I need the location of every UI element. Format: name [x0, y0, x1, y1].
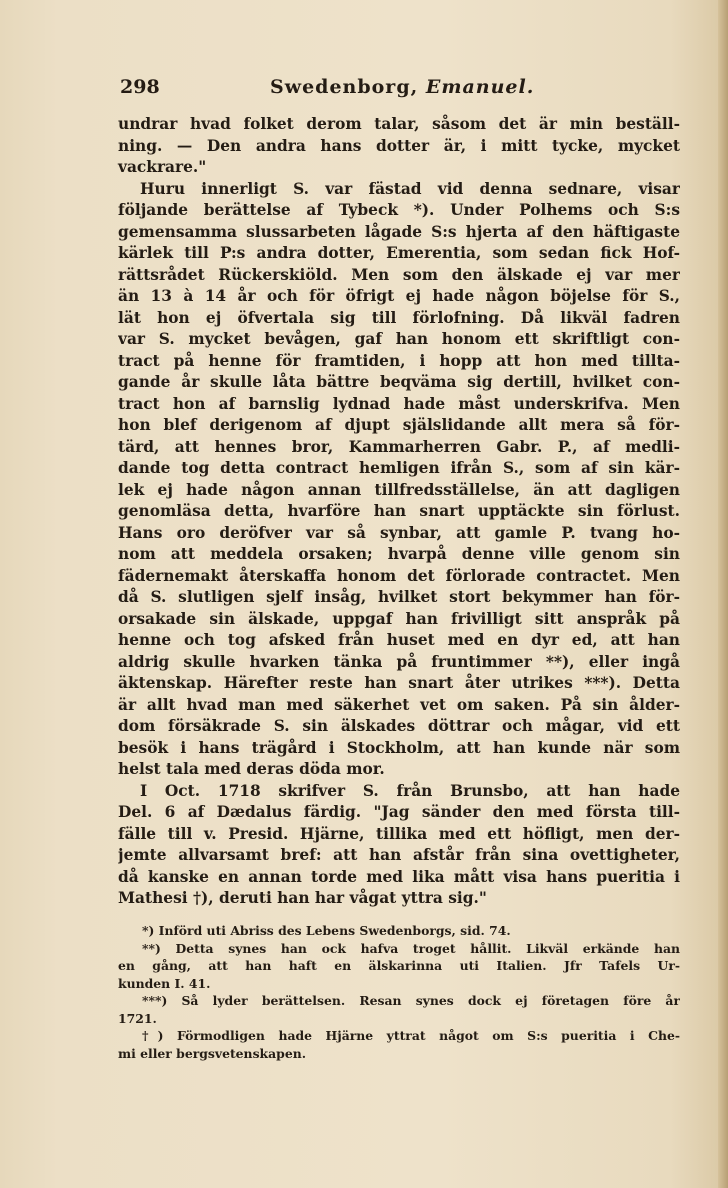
text-line: genomläsa detta, hvarföre han snart upptäckte sin förlust. — [118, 502, 680, 520]
text-line: orsakade sin älskade, uppgaf han frivilligt sitt anspråk på — [118, 609, 680, 628]
text-line: Hans oro deröfver var så synbar, att gamle P. tvang ho- — [118, 523, 680, 542]
text-line: lek ej hade någon annan tillfredsställelse, än att dagligen — [118, 480, 680, 499]
text-line: nom att meddela orsaken; hvarpå denne ville genom sin — [118, 545, 680, 563]
footnotes — [118, 922, 680, 1062]
text-line: vackrare." — [118, 158, 207, 176]
footnote-line: mi eller bergsvetenskapen. — [118, 1045, 307, 1061]
body-text — [118, 114, 680, 910]
footnote-line: en gång, att han haft en älskarinna uti Italien. Jfr Tafels Ur- — [118, 958, 680, 973]
text-line: hon blef derigenom af djupt själslidande allt mera så för- — [118, 416, 680, 434]
footnote-line: 1721. — [118, 1010, 157, 1026]
page-edge — [718, 0, 728, 1188]
text-line: helst tala med deras döda mor. — [118, 760, 385, 778]
footnote-line: *) Införd uti Abriss des Lebens Swedenborgs, sid. 74. — [142, 923, 511, 938]
text-line: I Oct. 1718 skrifver S. från Brunsbo, att han hade — [140, 781, 680, 800]
text-line: äktenskap. Härefter reste han snart åter utrikes ***). Detta — [118, 674, 680, 692]
text-line: ning. — Den andra hans dotter är, i mitt tycke, mycket — [118, 136, 680, 155]
text-line: henne och tog afsked från huset med en dyr ed, att han — [118, 631, 680, 649]
text-line: fädernemakt återskaffa honom det förlorade contractet. Men — [118, 566, 680, 585]
text-line: tract på henne för framtiden, i hopp att hon med tillta- — [118, 351, 680, 370]
text-line: gemensamma slussarbeten lågade S:s hjerta af den häftigaste — [118, 222, 680, 241]
text-line: var S. mycket bevågen, gaf han honom ett skriftligt con- — [118, 330, 680, 348]
text-line: jemte allvarsamt bref: att han afstår från sina ovettigheter, — [118, 846, 680, 864]
text-line: tärd, att hennes bror, Kammarherren Gabr. P., af medli- — [118, 437, 680, 456]
page-header — [120, 76, 680, 102]
footnote-line: †) Förmodligen hade Hjärne yttrat något om S:s pueritia i Che- — [142, 1028, 680, 1043]
text-line: fälle till v. Presid. Hjärne, tillika med ett höfligt, men der- — [118, 824, 680, 843]
text-line: Del. 6 af Dædalus färdig. "Jag sänder den med första till- — [118, 803, 680, 821]
text-line: rättsrådet Rückerskiöld. Men som den älskade ej var mer — [118, 265, 680, 284]
running-head — [270, 76, 534, 98]
text-line: dande tog detta contract hemligen ifrån S., som af sin kär- — [118, 459, 680, 477]
footnote-line: ***) Så lyder berättelsen. Resan synes dock ej företagen före år — [142, 993, 680, 1008]
text-line: då S. slutligen sjelf insåg, hvilket stort bekymmer han för- — [118, 588, 680, 606]
text-line: besök i hans trägård i Stockholm, att han kunde när som — [118, 738, 680, 757]
running-head-name: Swedenborg, — [270, 76, 419, 98]
text-line: är allt hvad man med säkerhet vet om saken. På sin ålder- — [118, 695, 680, 714]
footnote-line: **) Detta synes han ock hafva troget hållit. Likväl erkände han — [142, 940, 680, 956]
page-number: 298 — [120, 76, 160, 98]
text-line: undrar hvad folket derom talar, såsom det är min beställ- — [118, 115, 680, 133]
text-line: Mathesi †), deruti han har vågat yttra sig." — [118, 889, 487, 907]
text-line: dom försäkrade S. sin älskades döttrar och mågar, vid ett — [118, 717, 680, 735]
text-line: lät hon ej öfvertala sig till förlofning. Då likväl fadren — [118, 308, 680, 327]
text-line: gande år skulle låta bättre beqväma sig dertill, hvilket con- — [118, 373, 680, 391]
text-line: än 13 à 14 år och för öfrigt ej hade någon böjelse för S., — [118, 287, 680, 305]
text-line: Huru innerligt S. var fästad vid denna sednare, visar — [140, 179, 680, 198]
text-line: kärlek till P:s andra dotter, Emerentia, som sedan fick Hof- — [118, 244, 680, 262]
footnote-line: kunden I. 41. — [118, 975, 211, 991]
text-line: tract hon af barnslig lydnad hade måst underskrifva. Men — [118, 394, 680, 413]
text-line: då kanske en annan torde med lika mått visa hans pueritia i — [118, 867, 680, 886]
text-line: aldrig skulle hvarken tänka på fruntimmer **), eller ingå — [118, 652, 680, 671]
text-line: följande berättelse af Tybeck *). Under Polhems och S:s — [118, 201, 680, 219]
running-head-given: Emanuel. — [425, 76, 535, 98]
